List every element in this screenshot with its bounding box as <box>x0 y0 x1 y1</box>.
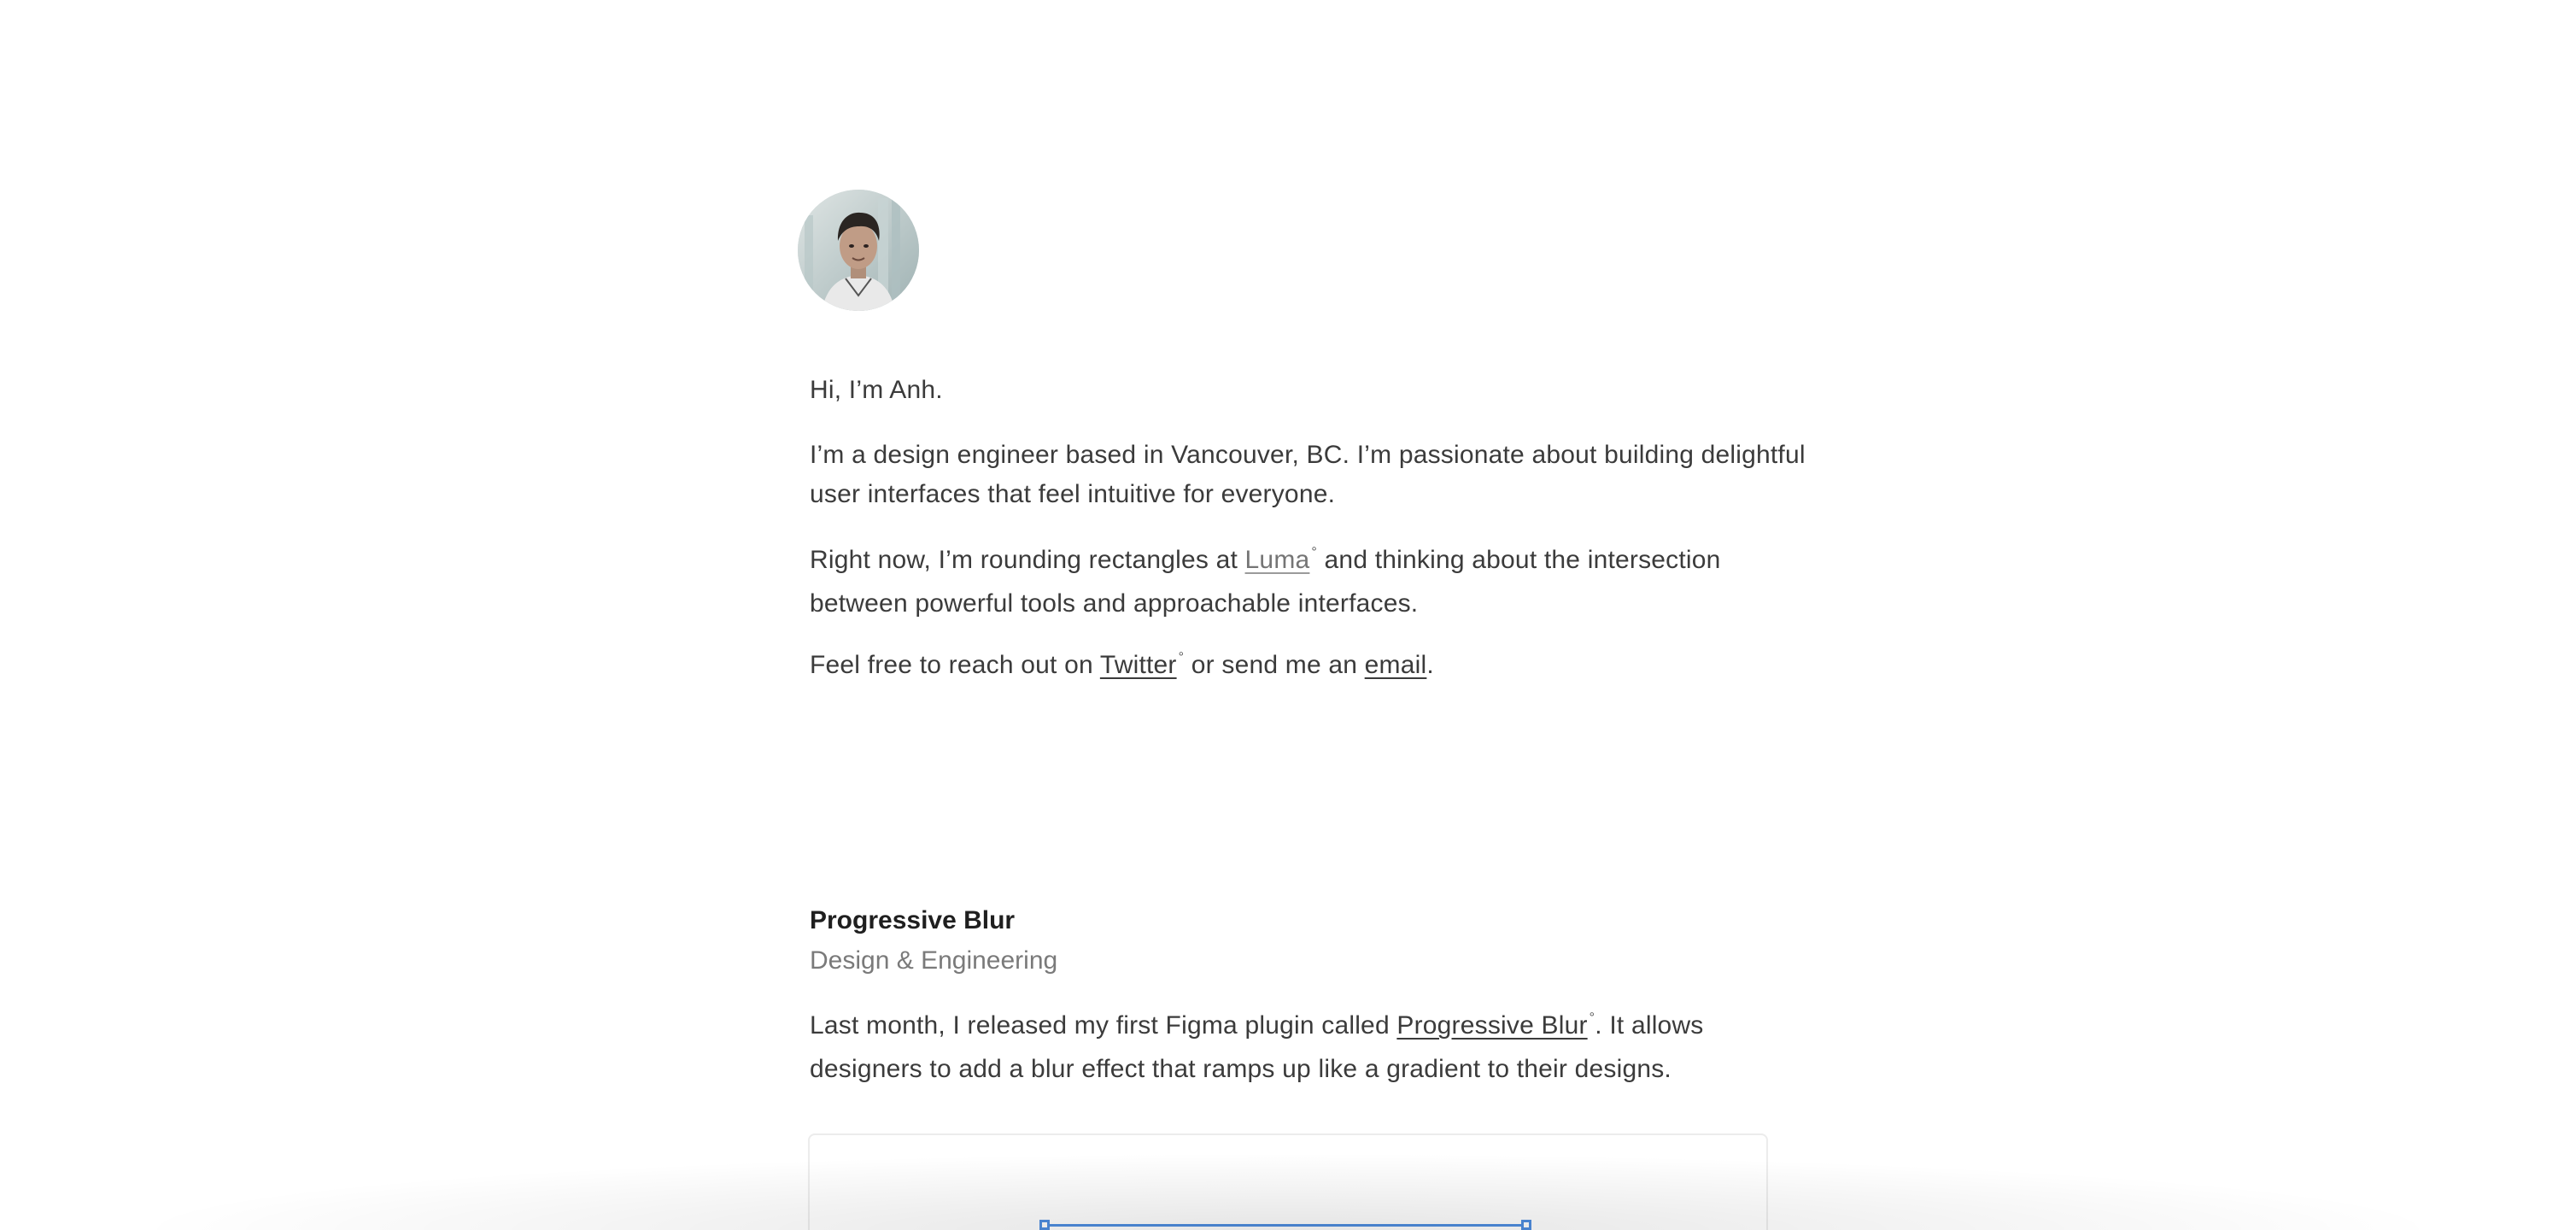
external-link-icon: ° <box>1589 1010 1595 1025</box>
luma-link[interactable]: Luma <box>1244 546 1310 574</box>
project-desc-suffix: . It allows <box>1595 1011 1704 1040</box>
work-prefix: Right now, I’m rounding rectangles at <box>810 546 1245 574</box>
resize-handle-top-right[interactable] <box>1521 1220 1531 1230</box>
external-link-icon: ° <box>1178 650 1185 665</box>
external-link-icon: ° <box>1311 545 1318 559</box>
project-category: Design & Engineering <box>810 946 1058 975</box>
bio-line-2: user interfaces that feel intuitive for everyone. <box>810 480 1336 508</box>
work-suffix: and thinking about the intersection <box>1317 546 1721 574</box>
project-preview-card <box>808 1133 1768 1230</box>
selection-frame <box>1044 1224 1527 1230</box>
project-desc-prefix: Last month, I released my first Figma plugin called <box>810 1011 1397 1040</box>
project-description <box>810 1006 1783 1089</box>
project-desc-line-2: designers to add a blur effect that ramps up like a gradient to their designs. <box>810 1055 1671 1083</box>
contact-prefix: Feel free to reach out on <box>810 651 1100 679</box>
work-paragraph <box>810 541 1783 624</box>
project-title: Progressive Blur <box>810 906 1016 934</box>
avatar <box>798 190 919 311</box>
contact-suffix: . <box>1426 651 1434 679</box>
resize-handle-top-left[interactable] <box>1039 1220 1050 1230</box>
contact-paragraph <box>810 646 1783 689</box>
greeting <box>810 371 1783 410</box>
greeting-text: Hi, I’m Anh. <box>810 376 943 404</box>
progressive-blur-link[interactable]: Progressive Blur <box>1396 1011 1588 1040</box>
bio-line-1: I’m a design engineer based in Vancouver, BC. I’m passionate about building delightful <box>810 441 1806 469</box>
bio-paragraph <box>810 436 1806 514</box>
twitter-link[interactable]: Twitter <box>1099 651 1177 679</box>
work-line-2: between powerful tools and approachable interfaces. <box>810 589 1419 618</box>
email-link[interactable]: email <box>1364 651 1427 679</box>
contact-middle: or send me an <box>1184 651 1365 679</box>
